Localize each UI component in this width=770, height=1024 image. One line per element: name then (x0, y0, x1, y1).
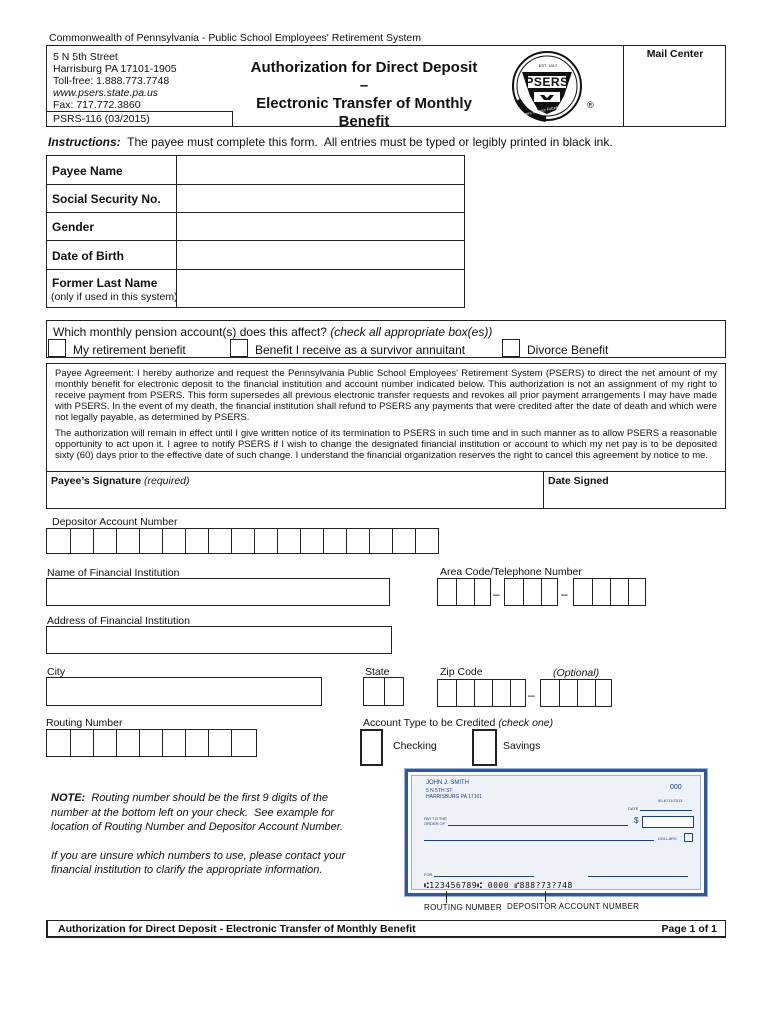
fax-number: Fax: 717.772.3860 (53, 99, 141, 111)
zip-label: Zip Code (440, 666, 483, 678)
registered-mark: ® (587, 100, 594, 110)
city-label: City (47, 666, 66, 678)
depositor-account-label: Depositor Account Number (52, 516, 178, 528)
check-payto-line2: ORDER OF (424, 821, 446, 826)
routing-note (51, 791, 349, 878)
payee-name-label: Payee Name (52, 164, 123, 178)
address-block (53, 51, 177, 111)
header-box (46, 45, 726, 130)
depositor-account-field[interactable] (46, 528, 439, 554)
depositor-account-caption: DEPOSITOR ACCOUNT NUMBER (507, 902, 640, 911)
logo-motto: Partners for your Future (516, 104, 559, 119)
digit-divider (559, 680, 560, 706)
lock-icon (684, 833, 693, 842)
digit-divider (595, 680, 596, 706)
check-for-label: FOR (424, 872, 433, 877)
check-dollar-sign: $ (634, 816, 639, 825)
digit-divider (346, 529, 347, 553)
check-amount-words-line (424, 840, 654, 841)
signature-col-divider (543, 471, 544, 508)
digit-divider (208, 730, 209, 756)
payee-agreement-box (46, 363, 726, 509)
retirement-benefit-label: My retirement benefit (73, 343, 186, 357)
depositor-caption-pointer (545, 891, 546, 902)
agreement-paragraph-2: The authorization will remain in effect until I give written notice of its termination to PSERS in such time and in such manner as to allow PSERS a reasonable opportunity to act upon it. I agree to notify PSERS if I wish to change the designated financial institution or account to which my net pay is to be deposited sixty (60) days prior to the effective date of such change. I understand the financial organization reserves the right to cancel this agreement by notice to me. (55, 428, 717, 461)
digit-divider (116, 730, 117, 756)
check-inner-border (411, 775, 701, 890)
accounts-question-hint: (check all appropriate box(es)) (330, 325, 493, 339)
digit-divider (185, 529, 186, 553)
digit-divider (492, 680, 493, 706)
savings-checkbox[interactable] (472, 729, 497, 766)
digit-divider (70, 730, 71, 756)
check-payer-city: HARRISBURG PA 17101 (426, 794, 483, 800)
routing-note-para2: If you are unsure which numbers to use, please contact your financial institution to clarify the appropriate information. (51, 849, 346, 876)
routing-number-label: Routing Number (46, 717, 123, 729)
form-title-line2: Electronic Transfer of Monthly (256, 95, 472, 112)
logo-est: EST. 1917 (538, 63, 558, 68)
checking-checkbox[interactable] (360, 729, 383, 766)
routing-number-caption: ROUTING NUMBER (424, 903, 502, 912)
payee-name-field[interactable] (177, 156, 464, 184)
checking-label: Checking (393, 740, 437, 752)
payee-info-table (46, 155, 465, 308)
phone-line-field[interactable] (573, 578, 646, 606)
area-code-field[interactable] (437, 578, 491, 606)
accounts-question-text: Which monthly pension account(s) does this affect? (53, 325, 327, 339)
note-text-1: Routing number should be the first 9 digits of the number at the bottom left on your check. See example for location of Routing Number and Depositor Account Number. (51, 792, 344, 833)
account-type-label (363, 717, 553, 729)
digit-divider (300, 529, 301, 553)
zip-plus4-field[interactable] (540, 679, 612, 707)
logo-text: PSERS (525, 75, 569, 89)
digit-divider (541, 579, 542, 605)
ssn-label: Social Security No. (52, 192, 161, 206)
website: www.psers.state.pa.us (53, 87, 159, 99)
digit-divider (474, 680, 475, 706)
date-of-birth-label: Date of Birth (52, 249, 124, 263)
check-memo-line (434, 876, 534, 877)
check-date-label: DATE (628, 806, 639, 811)
digit-divider (70, 529, 71, 553)
survivor-benefit-checkbox[interactable] (230, 339, 248, 357)
check-example-image (405, 769, 707, 896)
form-title-line3: Benefit (338, 113, 390, 130)
digit-divider (392, 529, 393, 553)
check-date-line (640, 810, 692, 811)
digit-divider (93, 730, 94, 756)
digit-divider (116, 529, 117, 553)
digit-divider (231, 529, 232, 553)
digit-divider (592, 579, 593, 605)
mail-center-divider (623, 46, 624, 127)
phone-dash-2: – (561, 587, 568, 601)
agreement-paragraph-1: Payee Agreement: I hereby authorize and request the Pennsylvania Public School Employees' Retirement System (PSERS) to direct the net amount of my monthly benefit for electronic deposit to the financial institution and account number indicated below. This authorization is not an assignment of my right to receive payment from PSERS. This form supersedes all previous electronic transfer requests and revokes all prior payment arrangements I may have made with PSERS. In the event of my death, the financial institution shall refund to PSERS any payments that were credited after the date of death and which were not legally payable, as determined by PSERS. (55, 368, 717, 423)
digit-divider (415, 529, 416, 553)
date-signed-field[interactable] (547, 488, 723, 508)
check-number: 000 (670, 784, 682, 791)
form-title (247, 59, 481, 131)
signature-field[interactable] (49, 488, 539, 508)
former-last-name-note: (only if used in this system) (51, 291, 178, 303)
form-id: PSRS-116 (03/2015) (53, 113, 150, 125)
psers-logo (510, 50, 586, 124)
form-title-line1: Authorization for Direct Deposit – (250, 59, 478, 94)
zip-dash: – (528, 688, 535, 702)
former-last-name-label: Former Last Name (52, 276, 158, 290)
check-micr-line: ⑆123456789⑆ 0000 ⑈888?73?748 (424, 881, 573, 890)
accounts-question (53, 325, 492, 339)
gender-field[interactable] (177, 213, 464, 240)
gender-label: Gender (52, 220, 95, 234)
account-type-hint: (check one) (498, 717, 554, 729)
signature-label (51, 475, 190, 487)
footer-title: Authorization for Direct Deposit - Electronic Transfer of Monthly Benefit (58, 923, 416, 935)
routing-caption-pointer (446, 891, 447, 903)
institution-address-field[interactable] (46, 626, 392, 654)
check-payer-street: 5 N 5TH ST (426, 788, 453, 794)
check-payto-label (424, 816, 447, 826)
digit-divider (185, 730, 186, 756)
retirement-benefit-checkbox[interactable] (48, 339, 66, 357)
city-field[interactable] (46, 677, 322, 706)
digit-divider (208, 529, 209, 553)
routing-number-field[interactable] (46, 729, 257, 757)
date-of-birth-field[interactable] (177, 241, 464, 269)
digit-divider (456, 579, 457, 605)
digit-divider (369, 529, 370, 553)
state-label: State (365, 666, 390, 678)
footer-bar (46, 920, 726, 938)
digit-divider (610, 579, 611, 605)
signature-label-hint: (required) (144, 475, 190, 487)
agency-name: Commonwealth of Pennsylvania - Public School Employees' Retirement System (49, 32, 422, 44)
digit-divider (628, 579, 629, 605)
check-payer-name: JOHN J. SMITH (426, 780, 469, 786)
institution-address-label: Address of Financial Institution (47, 615, 190, 627)
instructions-label: Instructions: (48, 135, 121, 149)
routing-note-para1 (51, 791, 349, 835)
signature-label-text: Payee’s Signature (51, 475, 142, 487)
address-city: Harrisburg PA 17101-1905 (53, 63, 177, 75)
institution-name-field[interactable] (46, 578, 390, 606)
note-label: NOTE: (51, 792, 86, 804)
check-amount-box (642, 816, 694, 828)
instructions (48, 135, 613, 149)
digit-divider (456, 680, 457, 706)
survivor-benefit-label: Benefit I receive as a survivor annuitant (255, 343, 466, 357)
date-signed-label: Date Signed (548, 475, 609, 487)
digit-divider (577, 680, 578, 706)
digit-divider (139, 730, 140, 756)
digit-divider (510, 680, 511, 706)
zip-optional-label: (Optional) (553, 667, 600, 679)
digit-divider (384, 678, 385, 705)
digit-divider (93, 529, 94, 553)
account-type-label-text: Account Type to be Credited (363, 717, 496, 729)
check-payto-line1: PAY TO THE (424, 816, 447, 821)
page-number: Page 1 of 1 (661, 923, 717, 935)
form-id-vdivider (232, 111, 233, 127)
digit-divider (277, 529, 278, 553)
digit-divider (162, 529, 163, 553)
digit-divider (523, 579, 524, 605)
check-signature-line (588, 876, 688, 877)
divorce-benefit-checkbox[interactable] (502, 339, 520, 357)
tollfree-phone: Toll-free: 1.888.773.7748 (53, 75, 170, 87)
address-street: 5 N 5th Street (53, 51, 118, 63)
check-dollars-label: DOLLARS (658, 836, 677, 841)
signature-row-divider (47, 471, 725, 472)
mail-center-label: Mail Center (646, 48, 704, 60)
digit-divider (474, 579, 475, 605)
digit-divider (254, 529, 255, 553)
ssn-field[interactable] (177, 185, 464, 212)
institution-name-label: Name of Financial Institution (47, 567, 180, 579)
form-id-divider (47, 111, 232, 112)
check-payee-line (448, 825, 628, 826)
phone-dash-1: – (493, 587, 500, 601)
phone-label: Area Code/Telephone Number (440, 566, 582, 578)
zip-code-field[interactable] (437, 679, 526, 707)
digit-divider (139, 529, 140, 553)
former-last-name-field[interactable] (177, 270, 464, 307)
state-field[interactable] (363, 677, 404, 706)
check-date-code: 00-6711/2313 (658, 798, 683, 803)
savings-label: Savings (503, 740, 541, 752)
digit-divider (231, 730, 232, 756)
digit-divider (323, 529, 324, 553)
instructions-text: The payee must complete this form. All entries must be typed or legibly printed in black ink. (120, 135, 613, 149)
phone-prefix-field[interactable] (504, 578, 558, 606)
divorce-benefit-label: Divorce Benefit (527, 343, 609, 357)
digit-divider (162, 730, 163, 756)
